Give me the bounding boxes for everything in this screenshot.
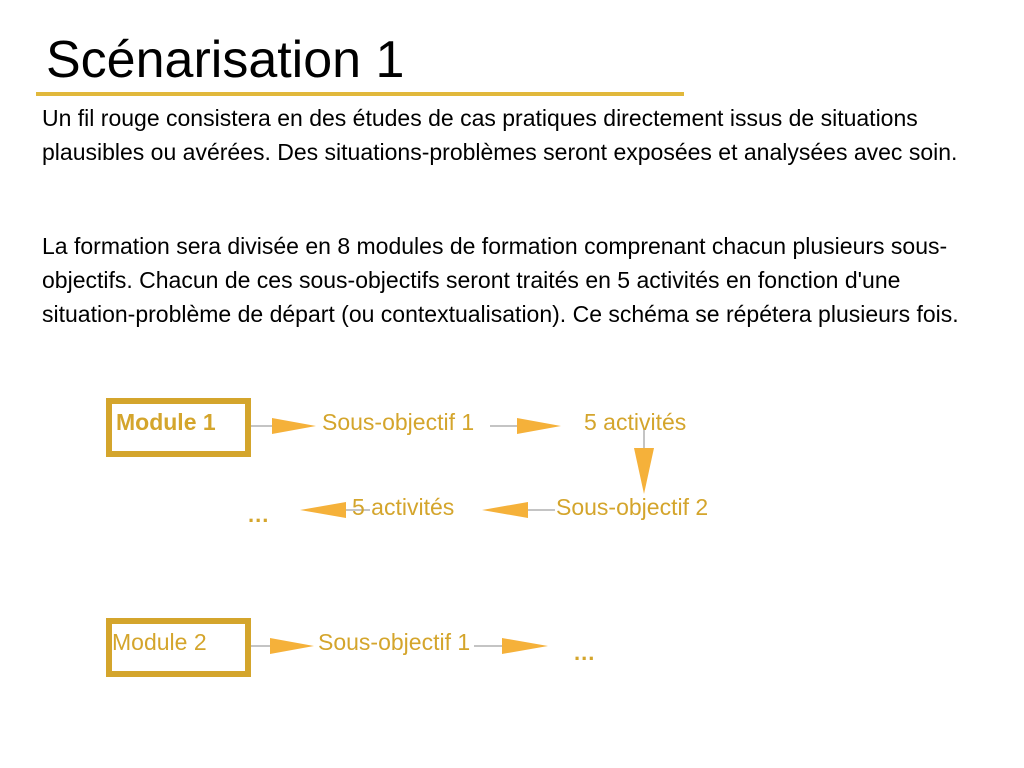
row3-ellipsis: ...	[574, 640, 596, 665]
title-underline	[36, 92, 684, 96]
arrow-subobjective2-to-activities	[482, 502, 555, 518]
row1-subobjective-label: Sous-objectif 1	[322, 409, 475, 435]
row3-subobjective-label: Sous-objectif 1	[318, 629, 471, 655]
row2-activities-label: 5 activités	[352, 494, 455, 520]
intro-paragraph: Un fil rouge consistera en des études de cas pratiques directement issus de situations plausibles ou avérées. Des situations-problèmes seront exposées et analysées avec soin.	[42, 105, 958, 165]
row1-activities-label: 5 activités	[584, 409, 687, 435]
module-1-box: Module 1	[106, 398, 251, 457]
slide-title: Scénarisation 1	[46, 31, 405, 89]
arrow-module2-to-subobjective1	[251, 638, 314, 654]
module-2-box: Module 2	[106, 618, 251, 677]
row2-subobjective-label: Sous-objectif 2	[556, 494, 709, 520]
structure-paragraph: La formation sera divisée en 8 modules de formation comprenant chacun plusieurs sous-objectifs. Chacun de ces sous-objectifs seront traités en 5 activités en fonction d'une situation-problème de départ (ou contextualisation). Ce schéma se répétera plusieurs fois.	[42, 233, 959, 327]
row2-ellipsis: ...	[248, 502, 270, 527]
arrow-subobjective1-to-activities	[490, 418, 561, 434]
arrow-module1-to-subobjective1	[251, 418, 316, 434]
